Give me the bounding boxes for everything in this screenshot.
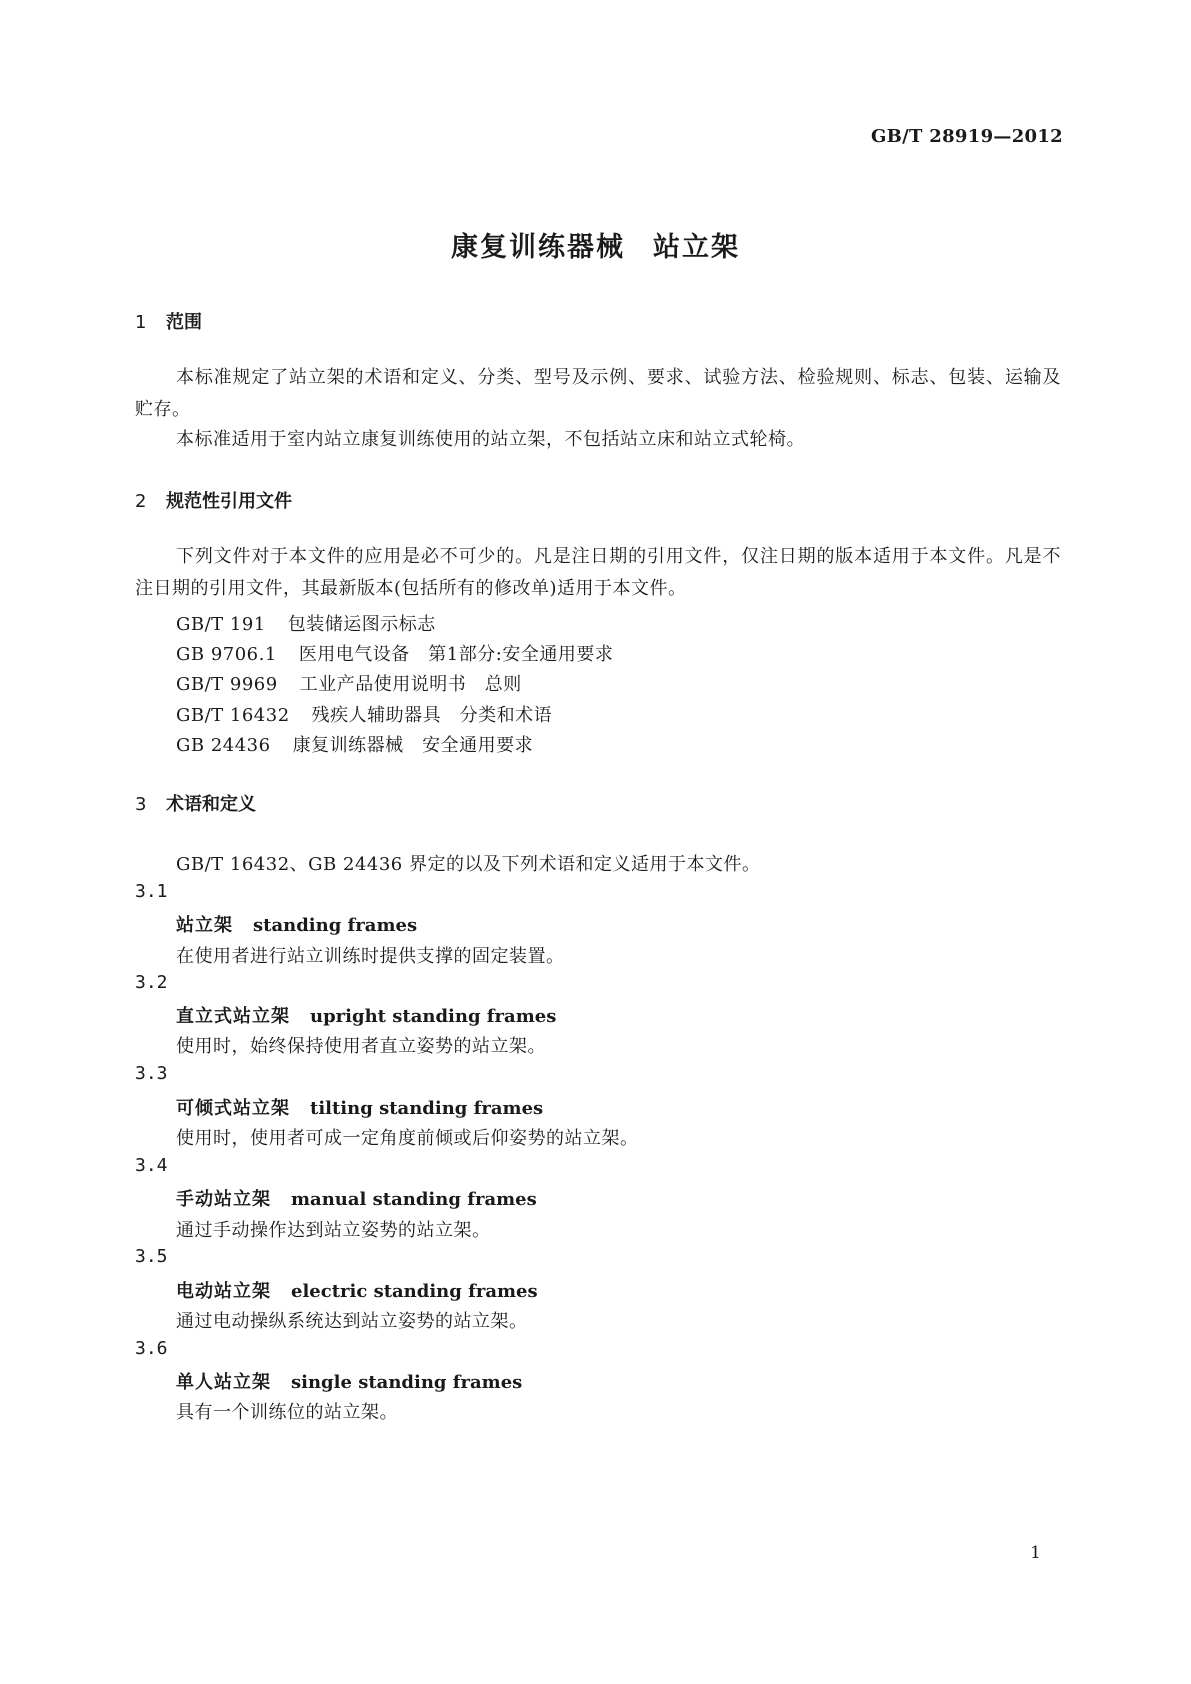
reference-code: GB/T 16432 xyxy=(176,705,290,726)
section-heading-references xyxy=(135,487,292,513)
title-part-1: 康复训练器械 xyxy=(451,232,625,263)
term-definition: 具有一个训练位的站立架。 xyxy=(176,1402,398,1423)
term-name xyxy=(176,1277,538,1303)
section-heading-scope xyxy=(135,308,202,334)
section-number: 2 xyxy=(135,491,147,512)
term-number: 3.4 xyxy=(135,1155,168,1176)
reference-title: 医用电气设备 第1部分:安全通用要求 xyxy=(298,644,614,665)
reference-code: GB 9706.1 xyxy=(176,644,277,665)
term-name-zh: 可倾式站立架 xyxy=(176,1098,290,1119)
term-definition: 使用时，始终保持使用者直立姿势的站立架。 xyxy=(176,1036,546,1057)
terms-intro: GB/T 16432、GB 24436 界定的以及下列术语和定义适用于本文件。 xyxy=(176,854,761,875)
term-name-en: electric standing frames xyxy=(291,1281,538,1302)
term-number: 3.6 xyxy=(135,1338,168,1359)
reference-code: GB/T 191 xyxy=(176,614,266,635)
term-name xyxy=(176,1002,556,1028)
term-definition: 使用时，使用者可成一定角度前倾或后仰姿势的站立架。 xyxy=(176,1128,639,1149)
reference-code: GB/T 9969 xyxy=(176,674,278,695)
section-title: 规范性引用文件 xyxy=(166,491,292,512)
title-part-2: 站立架 xyxy=(653,232,740,263)
section-title: 术语和定义 xyxy=(166,794,256,815)
term-name-zh: 手动站立架 xyxy=(176,1189,271,1210)
term-definition: 在使用者进行站立训练时提供支撑的固定装置。 xyxy=(176,946,565,967)
term-name xyxy=(176,1094,543,1120)
term-name-zh: 单人站立架 xyxy=(176,1372,271,1393)
standard-number: GB/T 28919—2012 xyxy=(870,126,1063,147)
term-name xyxy=(176,1368,522,1394)
term-name-en: standing frames xyxy=(253,915,418,936)
term-name xyxy=(176,1185,537,1211)
reference-item xyxy=(176,701,552,727)
reference-code: GB 24436 xyxy=(176,735,271,756)
reference-title: 康复训练器械 安全通用要求 xyxy=(292,735,534,756)
term-definition: 通过电动操纵系统达到站立姿势的站立架。 xyxy=(176,1311,528,1332)
term-definition: 通过手动操作达到站立姿势的站立架。 xyxy=(176,1220,491,1241)
section-number: 1 xyxy=(135,312,147,333)
section-number: 3 xyxy=(135,794,147,815)
section-title: 范围 xyxy=(166,312,202,333)
reference-title: 残疾人辅助器具 分类和术语 xyxy=(311,705,553,726)
reference-item xyxy=(176,670,522,696)
term-name-zh: 电动站立架 xyxy=(176,1281,271,1302)
reference-title: 包装储运图示标志 xyxy=(287,614,436,635)
term-name-zh: 直立式站立架 xyxy=(176,1006,290,1027)
term-number: 3.5 xyxy=(135,1246,168,1267)
page-number: 1 xyxy=(1030,1543,1041,1563)
reference-title: 工业产品使用说明书 总则 xyxy=(299,674,522,695)
references-intro: 下列文件对于本文件的应用是必不可少的。凡是注日期的引用文件，仅注日期的版本适用于本文件。凡是不注日期的引用文件，其最新版本(包括所有的修改单)适用于本文件。 xyxy=(135,546,1061,599)
document-title xyxy=(0,225,1191,264)
term-name-en: tilting standing frames xyxy=(310,1098,544,1119)
term-number: 3.2 xyxy=(135,972,168,993)
term-name-en: single standing frames xyxy=(291,1372,523,1393)
scope-paragraph-1: 本标准规定了站立架的术语和定义、分类、型号及示例、要求、试验方法、检验规则、标志、包装、运输及贮存。 xyxy=(135,367,1061,420)
term-name-en: upright standing frames xyxy=(310,1006,557,1027)
term-name xyxy=(176,911,417,937)
reference-item xyxy=(176,610,436,636)
term-number: 3.3 xyxy=(135,1063,168,1084)
section-heading-terms xyxy=(135,790,256,816)
term-name-en: manual standing frames xyxy=(291,1189,537,1210)
reference-item xyxy=(176,731,533,757)
term-name-zh: 站立架 xyxy=(176,915,233,936)
reference-item xyxy=(176,640,613,666)
scope-paragraph-2: 本标准适用于室内站立康复训练使用的站立架，不包括站立床和站立式轮椅。 xyxy=(176,429,805,450)
term-number: 3.1 xyxy=(135,881,168,902)
